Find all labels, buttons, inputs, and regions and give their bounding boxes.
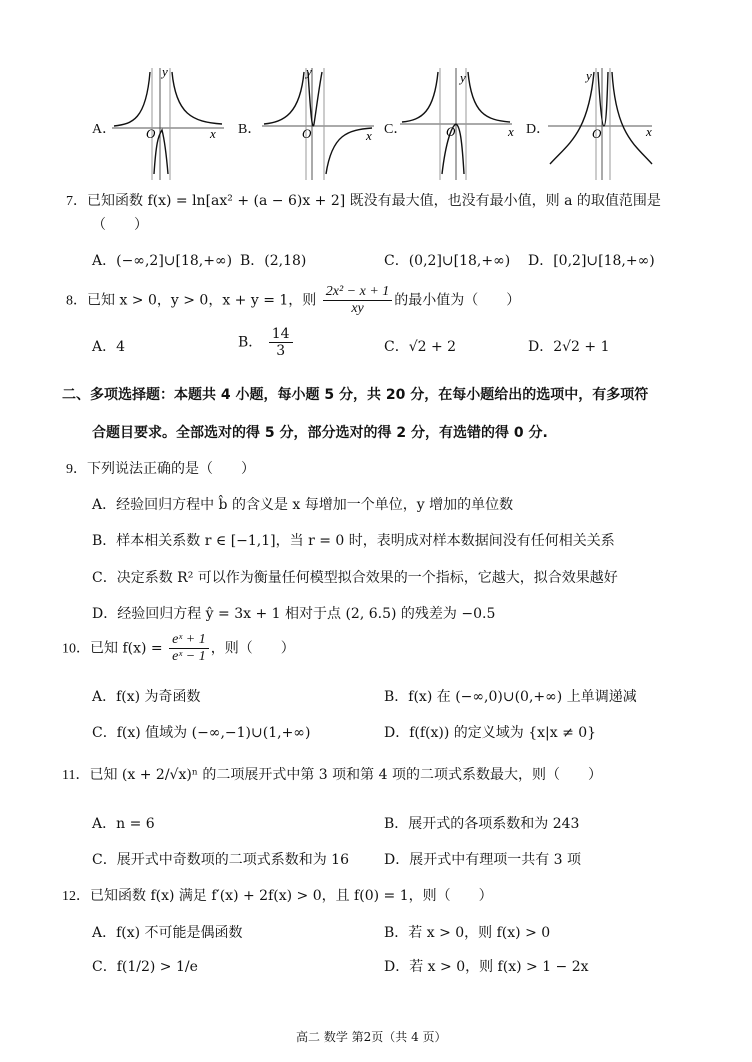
q7-option-d: D．[0,2]∪[18,+∞) [528,253,655,269]
q9-number: 9． [66,462,87,477]
graph-d-origin: O [592,126,602,141]
q8-frac-num: 2x² − x + 1 [323,284,393,301]
q8-option-b-den: 3 [276,343,286,359]
graph-a-label: A． [92,122,117,137]
q10-fraction [169,632,209,665]
q12-stem-text: 已知函数 f(x) 满足 f′(x) + 2f(x) > 0，且 f(0) = 1，则（ ） [90,888,493,904]
q10-option-b: B．f(x) 在 (−∞,0)∪(0,+∞) 上单调递减 [384,689,637,705]
q11-option-c: C．展开式中奇数项的二项式系数和为 16 [92,852,349,868]
q12-option-d: D．若 x > 0，则 f(x) > 1 − 2x [384,959,589,975]
q10-option-c: C．f(x) 值域为 (−∞,−1)∪(1,+∞) [92,725,311,741]
q8-frac-den: xy [351,301,364,316]
q8-fraction [323,284,393,317]
q11-stem [62,764,602,784]
graph-a-origin: O [146,126,156,141]
page-footer: 高二 数学 第2页（共 4 页） [296,1030,447,1044]
q8-option-c: C．√2 + 2 [384,339,457,355]
q7-option-c: C．(0,2]∪[18,+∞) [384,253,511,269]
q11-option-a: A．n = 6 [92,816,155,832]
q12-option-b: B．若 x > 0，则 f(x) > 0 [384,925,551,941]
graph-d-x: x [646,124,652,139]
q8-option-b-frac [269,326,293,359]
q8-stem [66,284,520,317]
q8-option-b-label: B． [238,334,263,351]
q12-option-a: A．f(x) 不可能是偶函数 [92,925,243,941]
q8-option-a: A．4 [92,339,126,355]
q9-option-b: B．样本相关系数 r ∈ [−1,1]，当 r = 0 时，表明成对样本数据间没有任何相关关系 [92,533,615,549]
q10-frac-den: eˣ − 1 [172,649,206,664]
graph-c-x: x [508,124,514,139]
q11-stem-text: 已知 (x + 2/√x)ⁿ 的二项展开式中第 3 项和第 4 项的二项式系数最大，则（ ） [89,767,602,783]
graph-a-y: y [162,64,168,79]
q9-option-c: C．决定系数 R² 可以作为衡量任何模型拟合效果的一个指标，它越大，拟合效果越好 [92,570,618,586]
graph-b-y: y [306,64,312,79]
q9-option-a: A．经验回归方程中 b̂ 的含义是 x 每增加一个单位，y 增加的单位数 [92,497,514,513]
q9-option-d: D．经验回归方程 ŷ = 3x + 1 相对于点 (2, 6.5) 的残差为 −0.5 [92,606,496,622]
q8-stem-post: 的最小值为（ ） [394,292,521,309]
q12-number: 12． [62,889,90,904]
graph-b-label: B． [238,122,262,137]
q10-option-d: D．f(f(x)) 的定义域为 {x|x ≠ 0} [384,725,597,741]
q8-stem-pre: 已知 x > 0，y > 0，x + y = 1，则 [87,292,317,309]
q11-option-d: D．展开式中有理项一共有 3 项 [384,852,582,868]
graph-b-x: x [366,128,372,143]
q8-option-b [238,326,295,359]
graph-b [262,64,380,180]
q7-option-a: A．(−∞,2]∪[18,+∞) [92,253,233,269]
q11-number: 11． [62,768,90,783]
q8-number: 8． [66,293,87,309]
q10-stem-post: ，则（ ） [210,640,295,657]
q10-number: 10． [62,641,90,657]
graph-d-y: y [586,68,592,83]
q7-stem [66,190,661,210]
q8-option-b-num: 14 [269,326,293,343]
q9-stem-text: 下列说法正确的是（ ） [87,461,255,477]
q10-stem-pre: 已知 f(x) = [90,640,163,657]
q12-stem [62,885,493,905]
section2-heading-line1: 二、多项选择题：本题共 4 小题，每小题 5 分，共 20 分，在每小题给出的选项中，有多项符 [62,387,649,403]
graph-c-origin: O [446,124,456,139]
graph-d [548,64,666,180]
q10-frac-num: eˣ + 1 [169,632,209,649]
q12-option-c: C．f(1/2) > 1/e [92,959,198,975]
graph-a-x: x [210,126,216,141]
graph-d-label: D． [526,122,551,137]
section2-heading-line2: 合题目要求。全部选对的得 5 分，部分选对的得 2 分，有选错的得 0 分. [92,425,548,441]
q11-option-b: B．展开式的各项系数和为 243 [384,816,580,832]
q10-option-a: A．f(x) 为奇函数 [92,689,201,705]
q10-stem [62,632,295,665]
q7-option-b: B．(2,18) [240,253,307,269]
graph-c [400,64,518,180]
q7-number: 7． [66,194,87,209]
graph-a [112,64,230,180]
graph-b-origin: O [302,126,312,141]
graph-c-y: y [460,70,466,85]
q9-stem [66,458,255,478]
graph-c-label: C． [384,122,408,137]
q7-stem-cont: （ ） [92,217,148,233]
q7-stem-text: 已知函数 f(x) = ln[ax² + (a − 6)x + 2] 既没有最大值，也没有最小值，则 a 的取值范围是 [87,193,661,209]
q8-option-d: D．2√2 + 1 [528,339,610,355]
